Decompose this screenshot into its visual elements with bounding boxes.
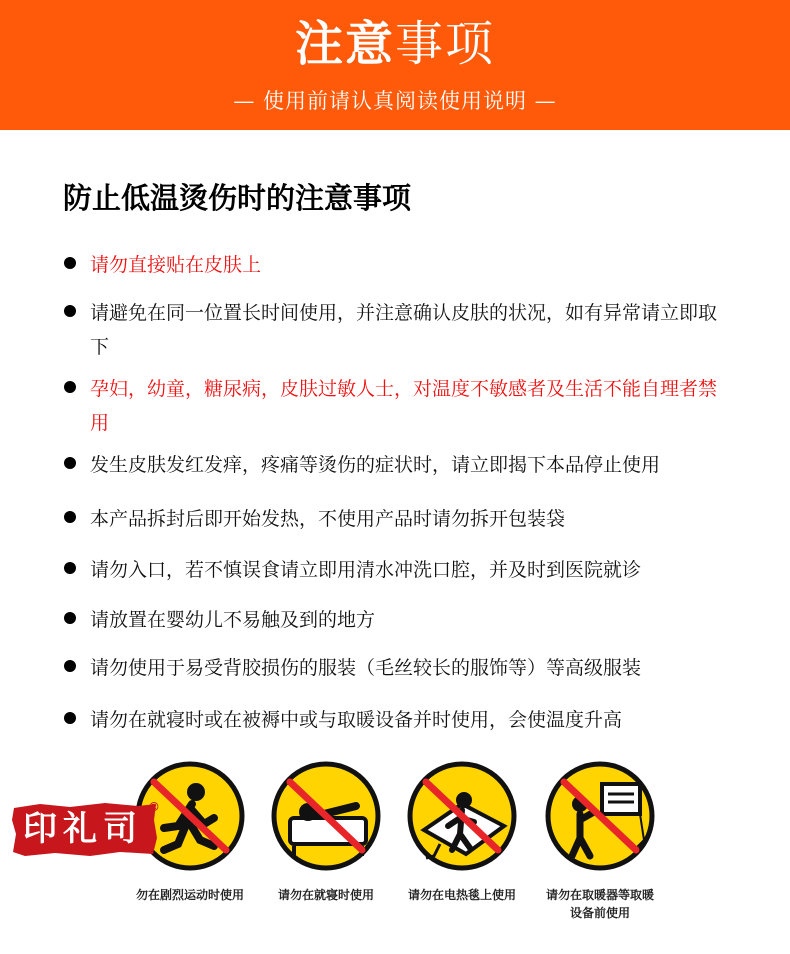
bullet-icon xyxy=(64,612,76,624)
header-banner xyxy=(0,0,790,130)
list-item-text: 请勿直接贴在皮肤上 xyxy=(90,254,262,276)
list-item-text: 本产品拆封后即开始发热，不使用产品时请勿拆开包装袋 xyxy=(90,508,566,530)
sign-caption: 勿在剧烈运动时使用 xyxy=(135,888,244,902)
sign-caption: 请勿在取暖器等取暖设备前使用 xyxy=(545,888,654,920)
registered-mark: ® xyxy=(148,800,160,814)
page-subtitle: — 使用前请认真阅读使用说明 — xyxy=(233,89,557,113)
page-title xyxy=(0,12,790,76)
sign-caption: 请勿在就寝时使用 xyxy=(277,888,374,902)
no-electric-blanket-icon xyxy=(406,760,518,872)
bullet-icon xyxy=(64,562,76,574)
bullet-icon xyxy=(64,257,76,269)
list-item-text: 请勿入口，若不慎误食请立即用清水冲洗口腔，并及时到医院就诊 xyxy=(90,559,642,581)
list-item-text: 请放置在婴幼儿不易触及到的地方 xyxy=(90,609,376,631)
bullet-icon xyxy=(64,457,76,469)
list-item-text: 发生皮肤发红发痒，疼痛等烫伤的症状时，请立即揭下本品停止使用 xyxy=(90,454,661,476)
bullet-icon xyxy=(64,381,76,393)
bullet-icon xyxy=(64,511,76,523)
bullet-icon xyxy=(64,305,76,317)
no-heater-icon xyxy=(544,760,656,872)
no-sleeping-icon xyxy=(270,760,382,872)
section-heading: 防止低温烫伤时的注意事项 xyxy=(63,181,412,215)
list-item-text: 请避免在同一位置长时间使用，并注意确认皮肤的状况，如有异常请立即取下 xyxy=(90,302,718,358)
sign-caption: 请勿在电热毯上使用 xyxy=(407,888,516,902)
title-light-part: 事项 xyxy=(395,16,496,72)
bullet-icon xyxy=(64,712,76,724)
brand-stamp-text: 印礼司 xyxy=(23,809,143,849)
list-item-text: 请勿在就寝时或在被褥中或与取暖设备并时使用，会使温度升高 xyxy=(90,709,623,731)
list-item-text: 孕妇，幼童，糖尿病，皮肤过敏人士，对温度不敏感者及生活不能自理者禁用 xyxy=(90,378,718,434)
list-item-text: 请勿使用于易受背胶损伤的服装（毛丝较长的服饰等）等高级服装 xyxy=(90,657,642,679)
bullet-icon xyxy=(64,660,76,672)
title-bold-part: 注意 xyxy=(294,16,395,72)
